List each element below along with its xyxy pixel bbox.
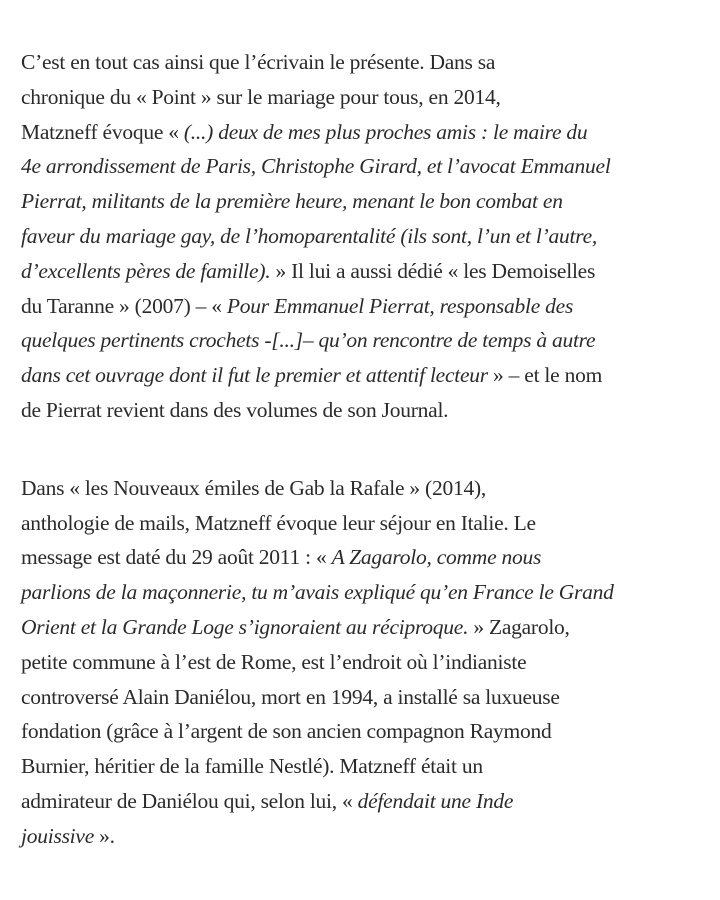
body-text: » Zagarolo, petite commune à l’est de Rome, est l’endroit où l’indianiste controversé Alain Daniélou, mort en 1994, a installé sa luxueuse fondation (grâce à l’argent de son ancien compagnon Raymond Burnier, héritier de la famille Nestlé). Matzneff était un admirateur de Daniélou qui, selon lui, « — [21, 614, 570, 813]
body-text: C’est en tout cas ainsi que l’écrivain le présente. Dans sa chronique du « Point » sur le mariage pour tous, en 2014, Matzneff évoque « — [21, 50, 501, 144]
quoted-italic-text: Pour Emmanuel Pierrat, responsable des quelques pertinents crochets -[...]– qu’on rencontre de temps à autre dans cet ouvrage dont il fut le premier et attentif lecteur — [21, 293, 596, 388]
body-text: ». — [94, 823, 115, 848]
paragraph — [21, 471, 702, 854]
body-text: » Il lui a aussi dédié « les Demoiselles du Taranne » (2007) – « — [21, 258, 596, 318]
paragraph — [21, 45, 702, 428]
body-text: » – et le nom de Pierrat revient dans des volumes de son Journal. — [21, 363, 603, 422]
quoted-italic-text: (...) deux de mes plus proches amis : le maire du 4e arrondissement de Paris, Christophe Girard, et l’avocat Emmanuel Pierrat, militants de la première heure, menant le bon combat en faveur du mariage gay, de l’homoparentalité (ils sont, l’un et l’autre, d’excellents pères de famille). — [21, 119, 611, 283]
quoted-italic-text: A Zagarolo, comme nous parlions de la maçonnerie, tu m’avais expliqué qu’en France le Grand Orient et la Grande Loge s’ignoraient au réciproque. — [21, 545, 614, 639]
body-text: Dans « les Nouveaux émiles de Gab la Rafale » (2014), anthologie de mails, Matzneff évoque leur séjour en Italie. Le message est daté du 29 août 2011 : « — [21, 475, 536, 570]
quoted-italic-text: défendait une Inde jouissive — [21, 788, 514, 848]
